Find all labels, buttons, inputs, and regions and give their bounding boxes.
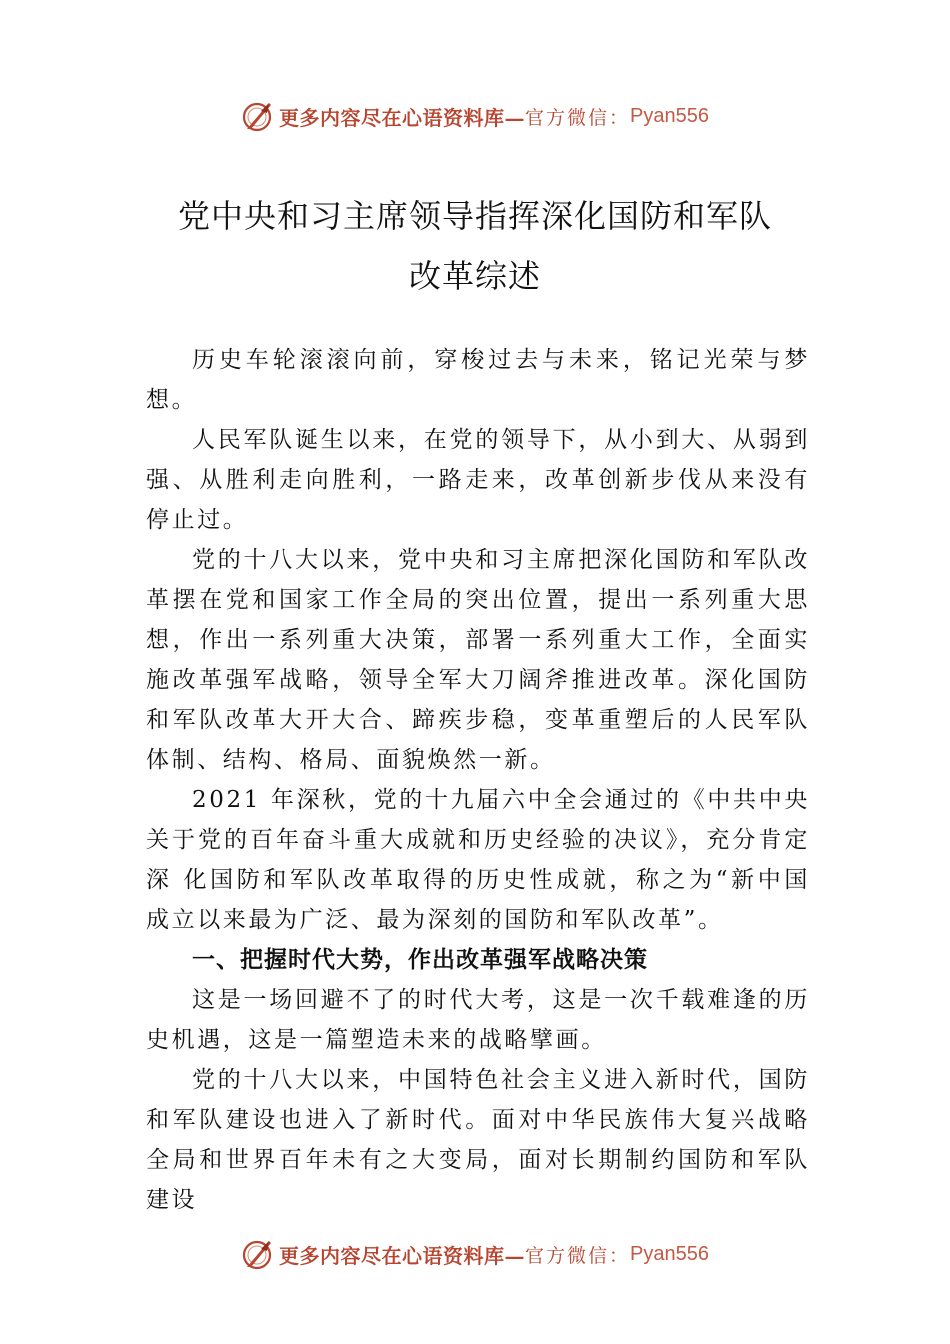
document-title bbox=[0, 186, 950, 306]
paragraph: 党的十八大以来，党中央和习主席把深化国防和军队改革摆在党和国家工作全局的突出位置，提出一系列重大思想，作出一系列重大决策，部署一系列重大工作，全面实施改革强军战略，领导全军大刀阔斧推进改革。深化国防和军队改革大开大合、蹄疾步稳，变革重塑后的人民军队体制、结构、格局、面貌焕然一新。 bbox=[146, 547, 810, 773]
wechat-label: 官方微信： bbox=[525, 1244, 631, 1267]
banner-text: 更多内容尽在心语资料库— bbox=[279, 1243, 525, 1268]
section-heading: 一、把握时代大势，作出改革强军战略决策 bbox=[192, 947, 648, 973]
footer-banner bbox=[0, 1234, 950, 1274]
header-banner bbox=[0, 96, 950, 136]
quill-logo-icon bbox=[241, 1237, 275, 1271]
paragraph: 人民军队诞生以来，在党的领导下，从小到大、从弱到强、从胜利走向胜利，一路走来，改革创新步伐从来没有停止过。 bbox=[146, 427, 810, 533]
wechat-label: 官方微信： bbox=[525, 106, 631, 129]
document-body bbox=[146, 340, 810, 1220]
title-line-2: 改革综述 bbox=[408, 257, 541, 295]
title-line-1: 党中央和习主席领导指挥深化国防和军队 bbox=[177, 197, 772, 235]
wechat-id: Pyan556 bbox=[630, 1242, 709, 1265]
banner-text: 更多内容尽在心语资料库— bbox=[279, 105, 525, 130]
paragraph: 这是一场回避不了的时代大考，这是一次千载难逢的历史机遇，这是一篇塑造未来的战略擘画。 bbox=[146, 987, 810, 1053]
paragraph: 历史车轮滚滚向前，穿梭过去与未来，铭记光荣与梦想。 bbox=[146, 347, 810, 413]
wechat-id: Pyan556 bbox=[630, 104, 709, 127]
quill-logo-icon bbox=[241, 99, 275, 133]
paragraph: 2021 年深秋，党的十九届六中全会通过的《中共中央关于党的百年奋斗重大成就和历史经验的决议》，充分肯定深 化国防和军队改革取得的历史性成就，称之为“新中国成立以来最为广泛、最为深刻的国防和军队改革”。 bbox=[146, 787, 810, 933]
paragraph: 党的十八大以来，中国特色社会主义进入新时代，国防和军队建设也进入了新时代。面对中华民族伟大复兴战略全局和世界百年未有之大变局，面对长期制约国防和军队建设 bbox=[146, 1067, 810, 1213]
